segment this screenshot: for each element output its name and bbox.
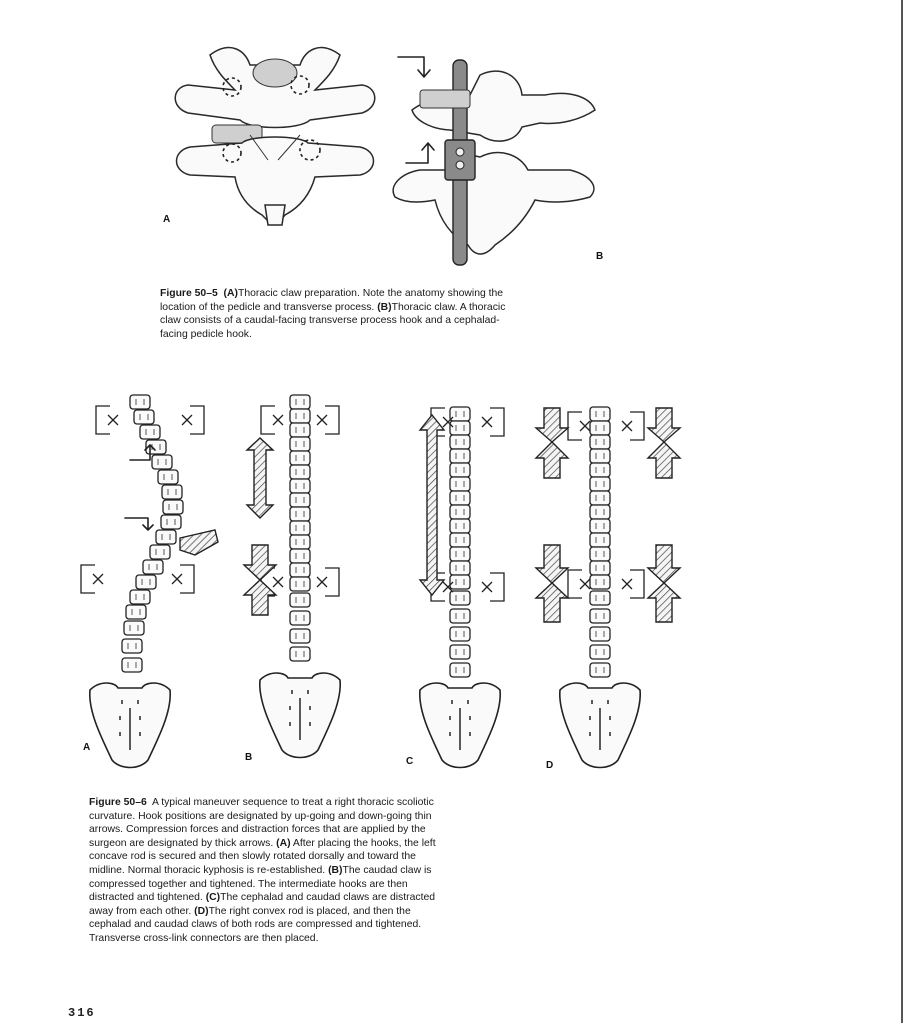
vertebrae-posterior-view-a xyxy=(175,48,375,225)
figure-50-5-caption-label: Figure 50–5 xyxy=(160,288,218,299)
figure-50-5-illustration xyxy=(150,35,620,270)
thoracic-claw-illustration-b xyxy=(393,57,595,265)
figure-50-6-caption-label: Figure 50–6 xyxy=(89,797,147,808)
figure-50-6-caption xyxy=(89,796,449,946)
figure-50-6-caption-b-marker: (B) xyxy=(328,864,343,876)
figure-50-5-panel-b-label: B xyxy=(596,251,604,262)
figure-50-6-caption-a-text: After placing the hooks, the left concave rod is secured and then slowly rotated dorsally and toward the midline. Normal thoracic kyphosis is re-established. xyxy=(89,837,436,876)
figure-50-6-caption-c-marker: (C) xyxy=(205,892,221,904)
spine-panel-a xyxy=(81,395,218,768)
figure-50-6-caption-intro: A typical maneuver sequence to treat a right thoracic scoliotic curvature. Hook positions are designated by up-going and down-going thin arrows. Compression forces and distraction forces that are applied by the surgeon are designated by thick arrows. xyxy=(89,797,434,849)
figure-50-5-caption xyxy=(160,287,520,341)
figure-50-5-caption-b-marker: (B) xyxy=(377,301,392,313)
spine-panel-c xyxy=(420,407,504,768)
figure-50-6-caption-d-marker: (D) xyxy=(194,905,209,917)
figure-50-5-caption-a-text: Thoracic claw preparation. Note the anatomy showing the location of the pedicle and transverse process. xyxy=(160,288,504,313)
figure-50-6-caption-d-text: The right convex rod is placed, and then the cephalad and caudad claws of both rods are compressed and tightened. Transverse cross-link connectors are then placed. xyxy=(89,905,422,944)
figure-50-6-caption-c-text: The cephalad and caudad claws are distracted away from each other. xyxy=(89,892,436,917)
figure-50-6-panel-d-label: D xyxy=(546,760,554,771)
figure-50-6-panel-a-label: A xyxy=(83,742,91,753)
spine-panel-b xyxy=(244,395,340,758)
figure-50-6-caption-b-text: The caudad claw is compressed together and tightened. The intermediate hooks are then distracted and tightened. xyxy=(89,864,432,904)
spine-panel-d xyxy=(536,407,680,768)
figure-50-5-caption-a-marker: (A) xyxy=(223,288,238,299)
figure-50-6-panel-c-label: C xyxy=(406,756,414,767)
figure-50-5-caption-b-text: Thoracic claw. A thoracic claw consists of a caudal-facing transverse process hook and a cephalad-facing pedicle hook. xyxy=(160,301,506,340)
figure-50-6-illustration xyxy=(80,390,690,775)
figure-50-5-panel-a-label: A xyxy=(163,214,171,225)
figure-50-6-caption-a-marker: (A) xyxy=(276,837,291,849)
page-number: 316 xyxy=(68,1006,96,1020)
figure-50-6-panel-b-label: B xyxy=(245,752,253,763)
